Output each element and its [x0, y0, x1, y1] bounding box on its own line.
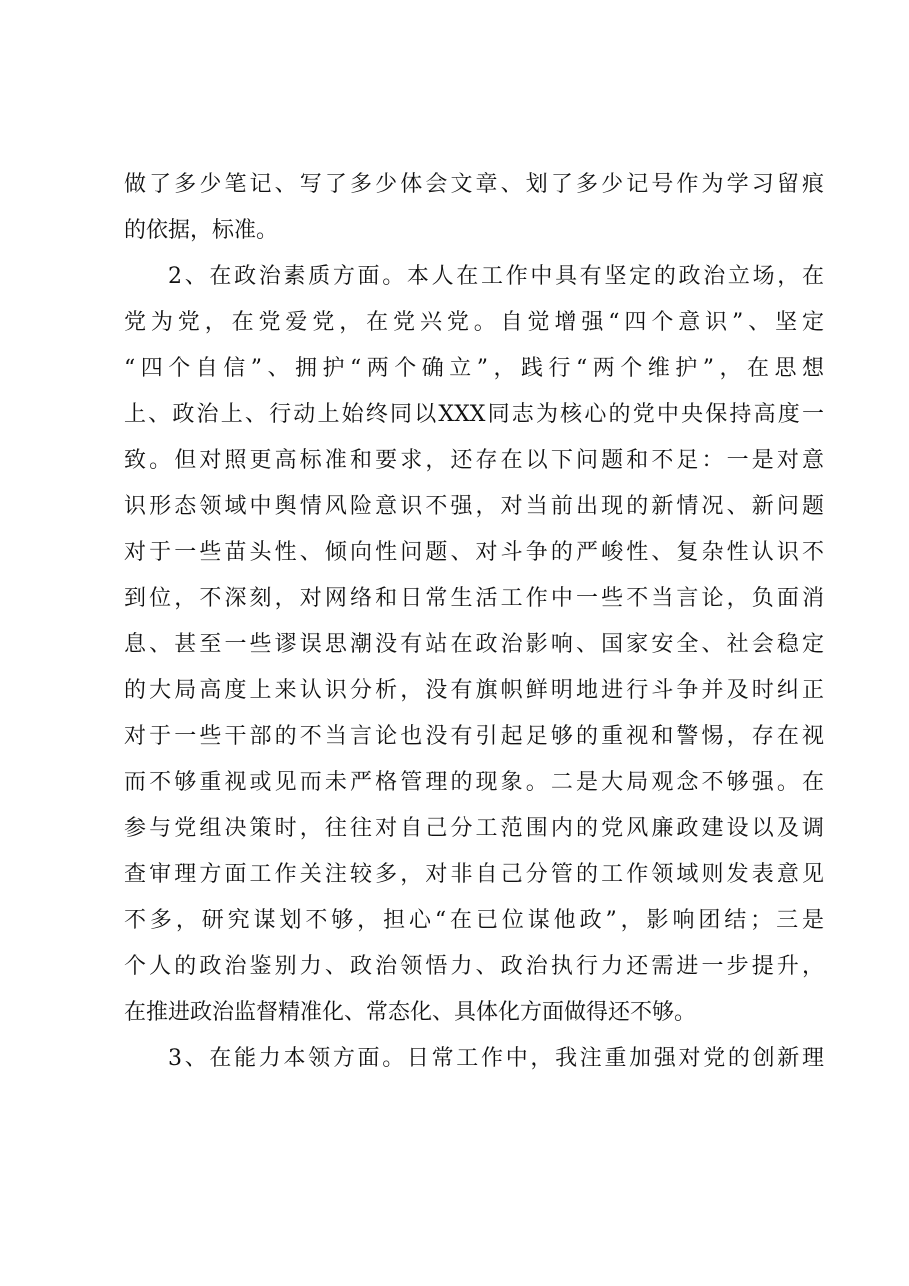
- text-line: 做了多少笔记、写了多少体会文章、划了多少记号作为学习留痕: [124, 172, 824, 197]
- text-line: 2、在政治素质方面。本人在工作中具有坚定的政治立场，在: [168, 264, 824, 289]
- text-line: 的大局高度上来认识分析，没有旗帜鲜明地进行斗争并及时纠正: [124, 678, 824, 703]
- text-line: 致。但对照更高标准和要求，还存在以下问题和不足：一是对意: [124, 448, 824, 473]
- text-line: 上、政治上、行动上始终同以XXX同志为核心的党中央保持高度一: [124, 402, 824, 427]
- text-line: “四个自信”、拥护“两个确立”，践行“两个维护”，在思想: [124, 356, 824, 381]
- text-line: 不多，研究谋划不够，担心“在已位谋他政”，影响团结；三是: [124, 908, 824, 933]
- text-line: 识形态领域中舆情风险意识不强，对当前出现的新情况、新问题: [124, 494, 824, 519]
- document-body: [124, 162, 824, 1082]
- text-line: 到位，不深刻，对网络和日常生活工作中一些不当言论，负面消: [124, 586, 824, 611]
- text-line: 党为党，在党爱党，在党兴党。自觉增强“四个意识”、坚定: [124, 310, 824, 335]
- text-line: 息、甚至一些谬误思潮没有站在政治影响、国家安全、社会稳定: [124, 632, 824, 657]
- text-line: 3、在能力本领方面。日常工作中，我注重加强对党的创新理: [168, 1046, 824, 1071]
- text-line: 的依据，标准。: [124, 218, 279, 243]
- text-line: 查审理方面工作关注较多，对非自己分管的工作领域则发表意见: [124, 862, 824, 887]
- text-line: 对于一些干部的不当言论也没有引起足够的重视和警惕，存在视: [124, 724, 824, 749]
- text-line: 参与党组决策时，往往对自己分工范围内的党风廉政建设以及调: [124, 816, 824, 841]
- text-line: 在推进政治监督精准化、常态化、具体化方面做得还不够。: [124, 1000, 697, 1025]
- text-line: 个人的政治鉴别力、政治领悟力、政治执行力还需进一步提升，: [124, 954, 824, 979]
- text-line: 而不够重视或见而未严格管理的现象。二是大局观念不够强。在: [124, 770, 824, 795]
- text-line: 对于一些苗头性、倾向性问题、对斗争的严峻性、复杂性认识不: [124, 540, 824, 565]
